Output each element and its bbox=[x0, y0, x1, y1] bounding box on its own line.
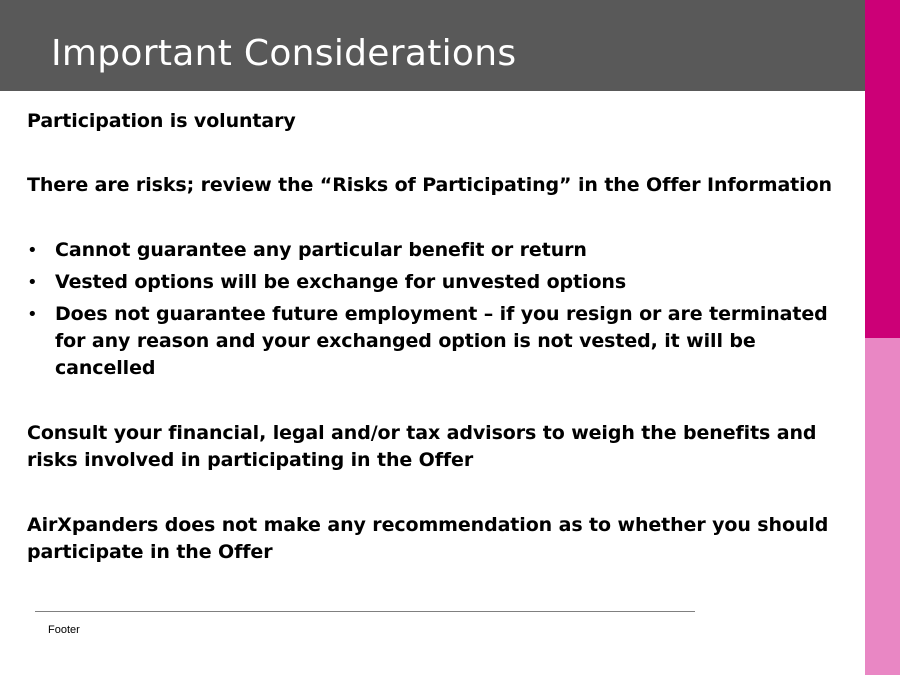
bullet-icon: • bbox=[27, 272, 38, 293]
bullet-text: Vested options will be exchange for unvested options bbox=[55, 271, 627, 293]
bullet-item bbox=[27, 301, 857, 382]
bullet-item bbox=[27, 237, 857, 264]
bullet-icon: • bbox=[27, 240, 38, 261]
footer-divider bbox=[35, 611, 695, 612]
paragraph-recommendation: AirXpanders does not make any recommendation as to whether you should participate in the Offer bbox=[27, 514, 829, 563]
slide-title: Important Considerations bbox=[51, 33, 517, 74]
title-bar bbox=[0, 0, 865, 91]
bullet-text: Does not guarantee future employment – if you resign or are terminated for any reason and your exchanged option is not vested, it will be cancelled bbox=[55, 303, 828, 379]
slide-body bbox=[27, 108, 857, 566]
bullet-list bbox=[27, 237, 857, 382]
paragraph-risks: There are risks; review the “Risks of Participating” in the Offer Information bbox=[27, 174, 832, 196]
accent-bar-bottom bbox=[865, 338, 900, 675]
bullet-icon: • bbox=[27, 304, 38, 325]
bullet-item bbox=[27, 269, 857, 296]
footer-text: Footer bbox=[48, 624, 80, 636]
paragraph-voluntary: Participation is voluntary bbox=[27, 110, 296, 132]
bullet-text: Cannot guarantee any particular benefit or return bbox=[55, 239, 587, 261]
accent-bar-top bbox=[865, 0, 900, 338]
paragraph-consult: Consult your financial, legal and/or tax advisors to weigh the benefits and risks involved in participating in the Offer bbox=[27, 422, 817, 471]
